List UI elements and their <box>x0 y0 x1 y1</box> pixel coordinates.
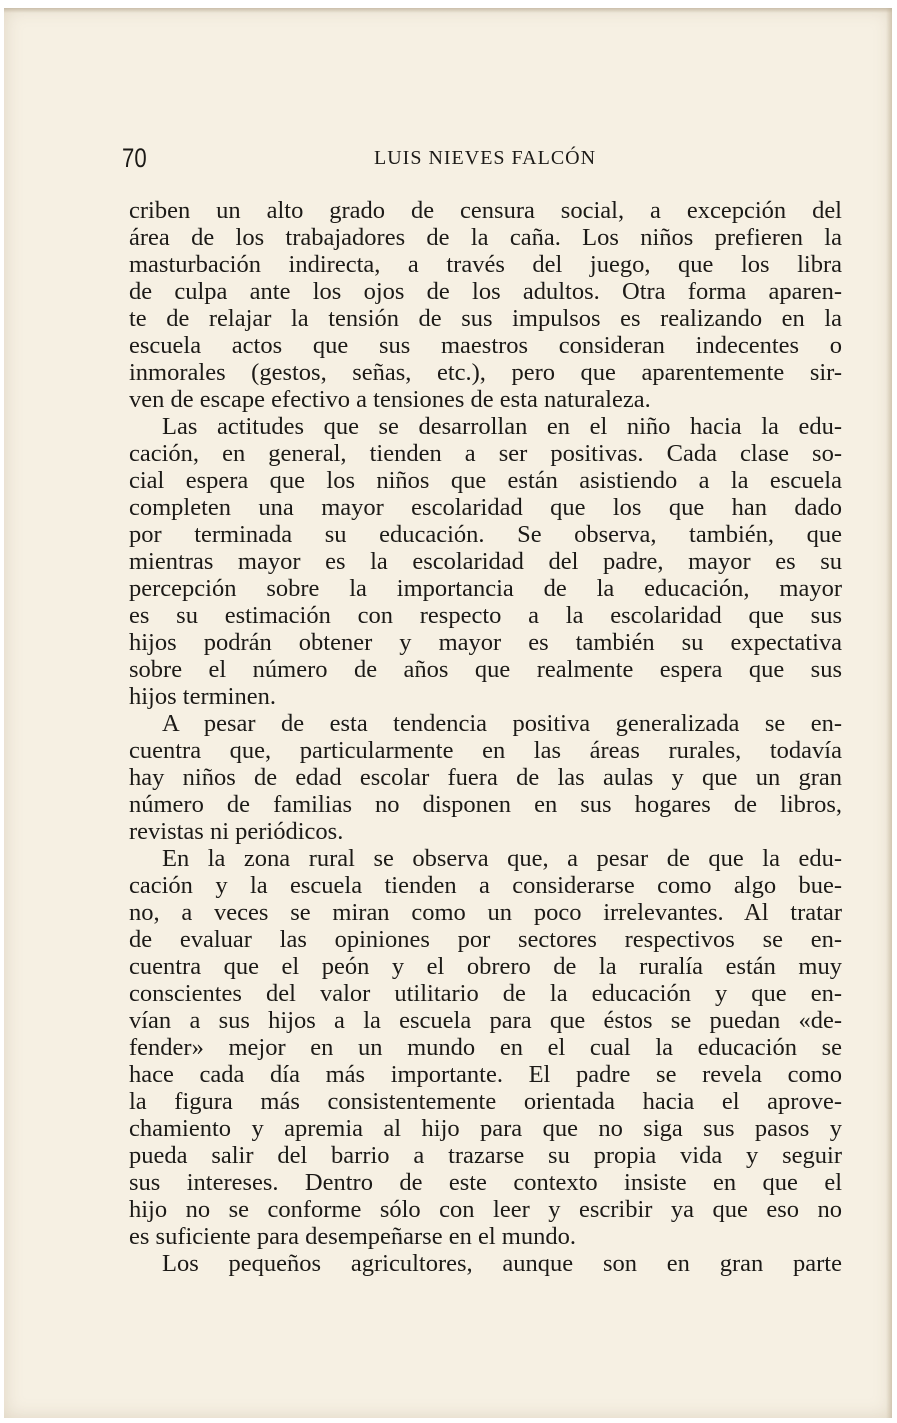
text-line: es su estimación con respecto a la escolaridad que sus <box>129 602 842 629</box>
text-line: Las actitudes que se desarrollan en el niño hacia la edu- <box>162 413 842 440</box>
text-line: masturbación indirecta, a través del juego, que los libra <box>129 251 842 278</box>
text-line: hace cada día más importante. El padre se revela como <box>129 1061 842 1088</box>
text-line: cuentra que, particularmente en las áreas rurales, todavía <box>129 737 842 764</box>
text-line: hijo no se conforme sólo con leer y escribir ya que eso no <box>129 1196 842 1223</box>
text-line: criben un alto grado de censura social, a excepción del <box>129 197 842 224</box>
text-line: no, a veces se miran como un poco irrelevantes. Al tratar <box>129 899 842 926</box>
text-line: cación y la escuela tienden a considerarse como algo bue- <box>129 872 842 899</box>
page-header <box>122 143 842 177</box>
text-line: cuentra que el peón y el obrero de la ruralía están muy <box>129 953 842 980</box>
text-line: pueda salir del barrio a trazarse su propia vida y seguir <box>129 1142 842 1169</box>
page-number: 70 <box>122 143 147 173</box>
text-line: fender» mejor en un mundo en el cual la educación se <box>129 1034 842 1061</box>
text-line: por terminada su educación. Se observa, también, que <box>129 521 842 548</box>
text-line: cación, en general, tienden a ser positivas. Cada clase so- <box>129 440 842 467</box>
text-line: hijos podrán obtener y mayor es también su expectativa <box>129 629 842 656</box>
text-line: A pesar de esta tendencia positiva generalizada se en- <box>162 710 842 737</box>
text-line: mientras mayor es la escolaridad del padre, mayor es su <box>129 548 842 575</box>
body-text <box>129 197 842 1277</box>
text-line: ven de escape efectivo a tensiones de esta naturaleza. <box>129 386 651 413</box>
text-line: área de los trabajadores de la caña. Los niños prefieren la <box>129 224 842 251</box>
text-line: escuela actos que sus maestros consideran indecentes o <box>129 332 842 359</box>
text-line: número de familias no disponen en sus hogares de libros, <box>129 791 842 818</box>
text-line: hay niños de edad escolar fuera de las aulas y que un gran <box>129 764 842 791</box>
text-line: te de relajar la tensión de sus impulsos es realizando en la <box>129 305 842 332</box>
text-line: la figura más consistentemente orientada hacia el aprove- <box>129 1088 842 1115</box>
text-line: vían a sus hijos a la escuela para que éstos se puedan «de- <box>129 1007 842 1034</box>
text-line: revistas ni periódicos. <box>129 818 344 845</box>
text-line: sus intereses. Dentro de este contexto insiste en que el <box>129 1169 842 1196</box>
text-line: conscientes del valor utilitario de la educación y que en- <box>129 980 842 1007</box>
text-line: cial espera que los niños que están asistiendo a la escuela <box>129 467 842 494</box>
text-line: completen una mayor escolaridad que los que han dado <box>129 494 842 521</box>
text-line: de evaluar las opiniones por sectores respectivos se en- <box>129 926 842 953</box>
text-line: es suficiente para desempeñarse en el mundo. <box>129 1223 576 1250</box>
text-line: hijos terminen. <box>129 683 276 710</box>
text-line: En la zona rural se observa que, a pesar de que la edu- <box>162 845 842 872</box>
running-head: LUIS NIEVES FALCÓN <box>374 147 597 169</box>
text-line: sobre el número de años que realmente espera que sus <box>129 656 842 683</box>
text-line: Los pequeños agricultores, aunque son en gran parte <box>162 1250 842 1277</box>
text-line: de culpa ante los ojos de los adultos. Otra forma aparen- <box>129 278 842 305</box>
text-line: chamiento y apremia al hijo para que no siga sus pasos y <box>129 1115 842 1142</box>
page-right-edge <box>886 8 892 1418</box>
text-line: inmorales (gestos, señas, etc.), pero que aparentemente sir- <box>129 359 842 386</box>
text-line: percepción sobre la importancia de la educación, mayor <box>129 575 842 602</box>
page-top-edge <box>4 8 892 13</box>
